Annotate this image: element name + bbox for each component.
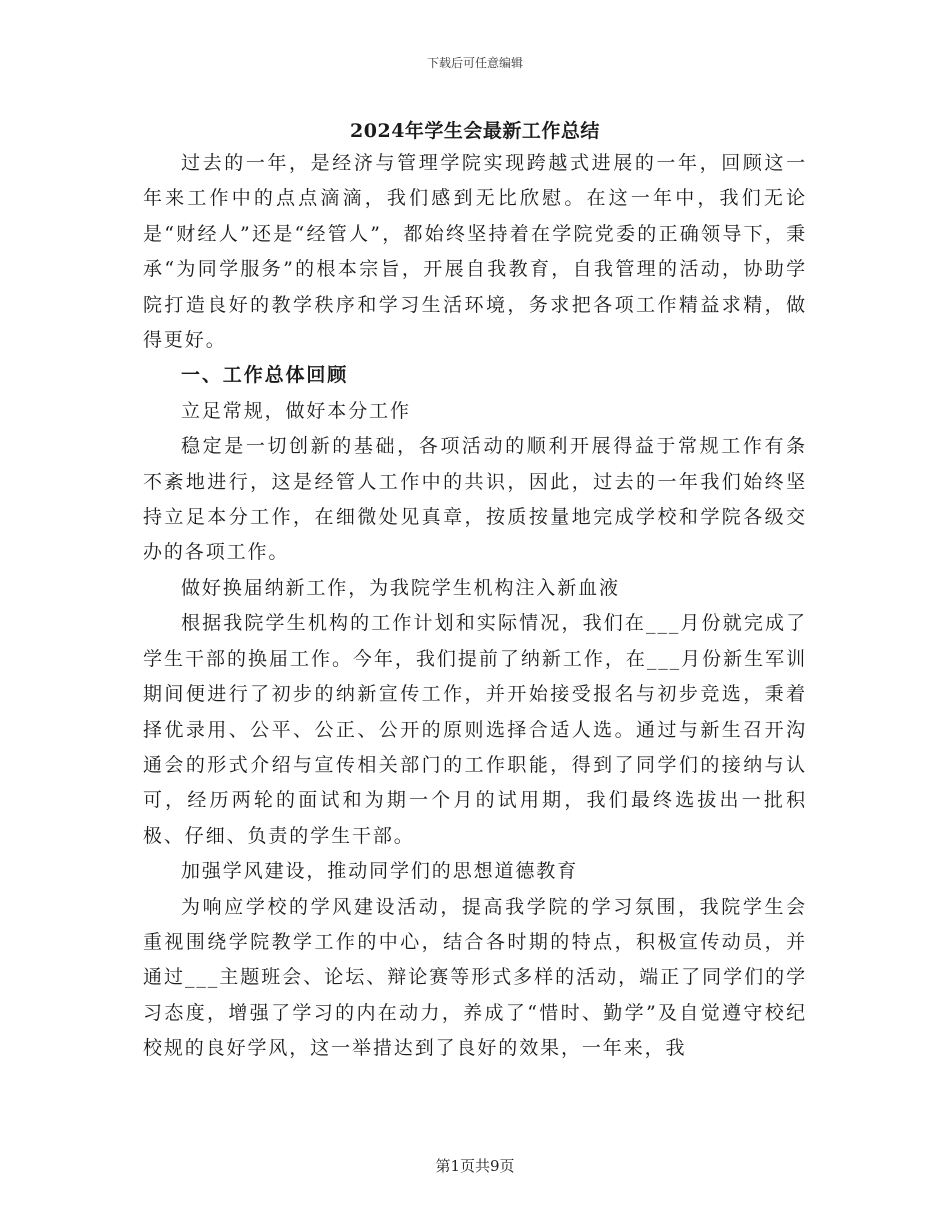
paragraph-recruitment: 根据我院学生机构的工作计划和实际情况，我们在___月份就完成了学生干部的换届工作。今年，我们提前了纳新工作，在___月份新生军训期间便进行了初步的纳新宣传工作，并开始接受报名与初步竞选，秉着择优录用、公平、公正、公开的原则选择合适人选。通过与新生召开沟通会的形式介绍与宣传相关部门的工作职能，得到了同学们的接纳与认可，经历两轮的面试和为期一个月的试用期，我们最终选拔出一批积极、仔细、负责的学生干部。 [143,612,807,847]
header-note: 下载后可任意编辑 [426,56,523,70]
subheading-recruitment: 做好换届纳新工作，为我院学生机构注入新血液 [181,576,620,599]
paragraph-study-style: 为响应学校的学风建设活动，提高我学院的学习氛围，我院学生会重视围绕学院教学工作的中心，结合各时期的特点，积极宣传动员，并通过___主题班会、论坛、辩论赛等形式多样的活动，端正了同学们的学习态度，增强了学习的内在动力，养成了“惜时、勤学”及自觉遵守校纪校规的良好学风，这一举措达到了良好的效果，一年来，我 [143,895,807,1060]
document-title: 2024年学生会最新工作总结 [350,120,600,142]
intro-paragraph: 过去的一年，是经济与管理学院实现跨越式进展的一年，回顾这一年来工作中的点点滴滴，我们感到无比欣慰。在这一年中，我们无论是“财经人”还是“经管人”，都始终坚持着在学院党委的正确领导下，秉承“为同学服务”的根本宗旨，开展自我教育，自我管理的活动，协助学院打造良好的教学秩序和学习生活环境，务求把各项工作精益求精，做得更好。 [143,152,807,352]
section-heading: 一、工作总体回顾 [181,364,349,387]
document-body [143,146,807,1067]
paragraph-routine-work: 稳定是一切创新的基础，各项活动的顺利开展得益于常规工作有条不紊地进行，这是经管人工作中的共识，因此，过去的一年我们始终坚持立足本分工作，在细微处见真章，按质按量地完成学校和学院各级交办的各项工作。 [143,435,807,564]
subheading-routine-work: 立足常规，做好本分工作 [181,399,411,422]
subheading-study-style: 加强学风建设，推动同学们的思想道德教育 [181,860,579,883]
page-number: 第1页共9页 [435,1157,515,1175]
